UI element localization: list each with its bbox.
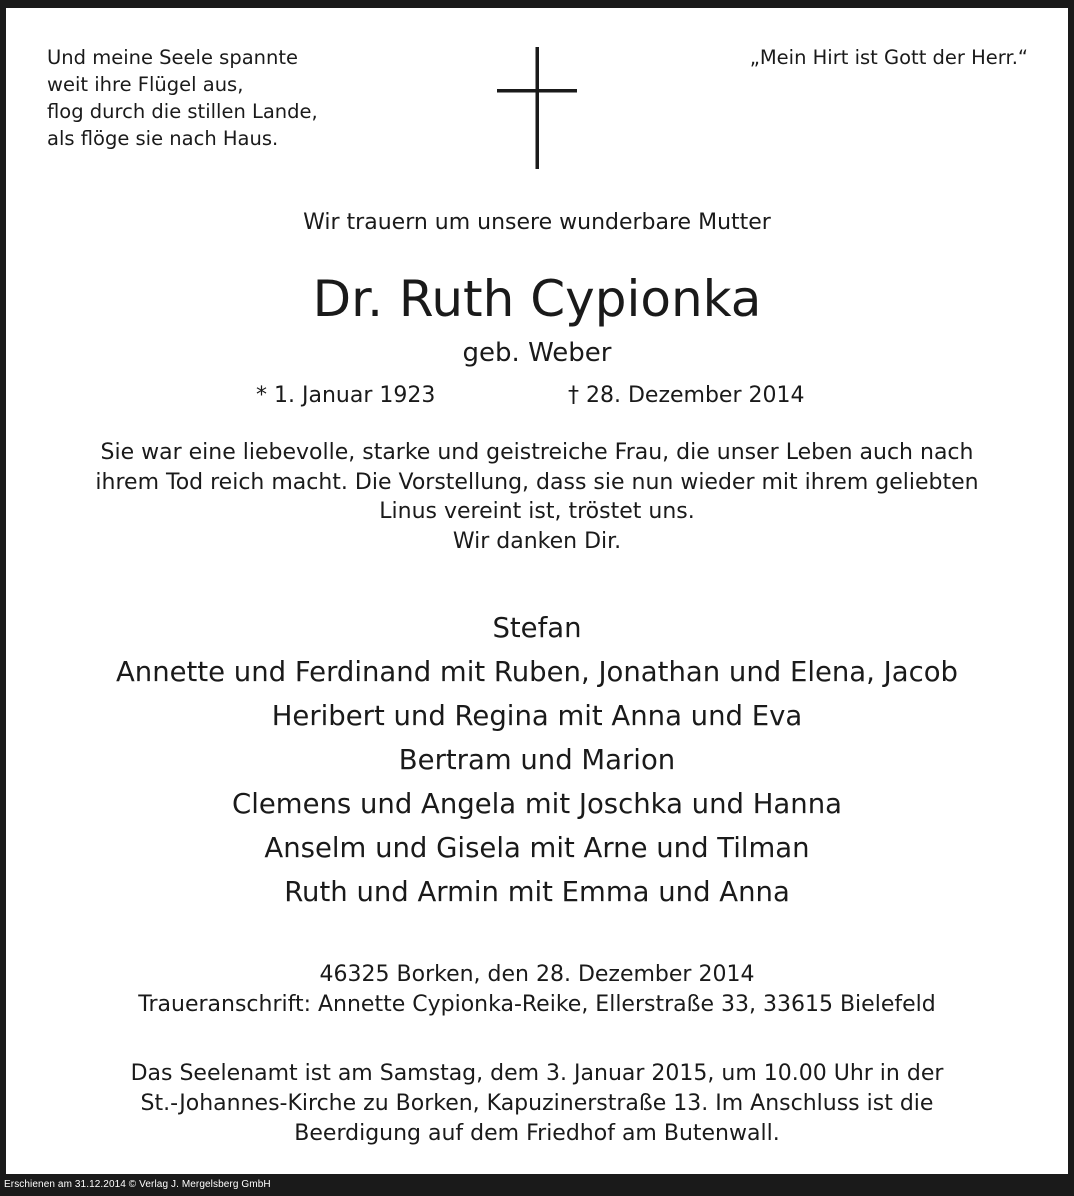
service-line: St.-Johannes-Kirche zu Borken, Kapuzinerstraße 13. Im Anschluss ist die <box>140 1091 934 1116</box>
tribute-line: Sie war eine liebevolle, starke und geistreiche Frau, die unser Leben auch nach <box>100 440 974 465</box>
family-line: Anselm und Gisela mit Arne und Tilman <box>264 832 810 864</box>
publication-credit: Erschienen am 31.12.2014 © Verlag J. Mergelsberg GmbH <box>4 1179 271 1190</box>
family-line: Annette und Ferdinand mit Ruben, Jonathan und Elena, Jacob <box>115 656 959 688</box>
poem-line: weit ihre Flügel aus, <box>47 73 244 96</box>
place-and-address <box>6 960 1068 1019</box>
family-line: Bertram und Marion <box>398 744 676 776</box>
poem-line: Und meine Seele spannte <box>47 46 299 69</box>
poem-line: flog durch die stillen Lande, <box>47 100 318 123</box>
poem <box>47 44 318 152</box>
motto: „Mein Hirt ist Gott der Herr.“ <box>749 46 1028 69</box>
service-info <box>6 1059 1068 1149</box>
maiden-name: geb. Weber <box>462 338 612 368</box>
tribute-line: Linus vereint ist, tröstet uns. <box>379 499 695 524</box>
family-line: Heribert und Regina mit Anna und Eva <box>271 700 803 732</box>
service-line: Beerdigung auf dem Friedhof am Butenwall. <box>294 1121 780 1146</box>
family-line: Clemens und Angela mit Joschka und Hanna <box>232 788 842 820</box>
tribute-text <box>6 438 1068 556</box>
tribute-line: ihrem Tod reich macht. Die Vorstellung, dass sie nun wieder mit ihrem geliebten <box>95 469 979 495</box>
intro-line: Wir trauern um unsere wunderbare Mutter <box>303 210 771 235</box>
place-date: 46325 Borken, den 28. Dezember 2014 <box>319 962 755 987</box>
death-date: † 28. Dezember 2014 <box>568 383 805 408</box>
mourning-address: Traueranschrift: Annette Cypionka-Reike, Ellerstraße 33, 33615 Bielefeld <box>138 991 936 1017</box>
family-line: Ruth und Armin mit Emma und Anna <box>284 876 790 908</box>
poem-line: als flöge sie nach Haus. <box>47 127 279 150</box>
birth-date: * 1. Januar 1923 <box>256 383 436 408</box>
family-list <box>6 606 1068 914</box>
service-line: Das Seelenamt ist am Samstag, dem 3. Januar 2015, um 10.00 Uhr in der <box>130 1061 944 1086</box>
cross-icon <box>497 47 577 169</box>
tribute-line: Wir danken Dir. <box>452 528 622 554</box>
deceased-name: Dr. Ruth Cypionka <box>312 270 762 328</box>
family-line: Stefan <box>492 612 582 644</box>
